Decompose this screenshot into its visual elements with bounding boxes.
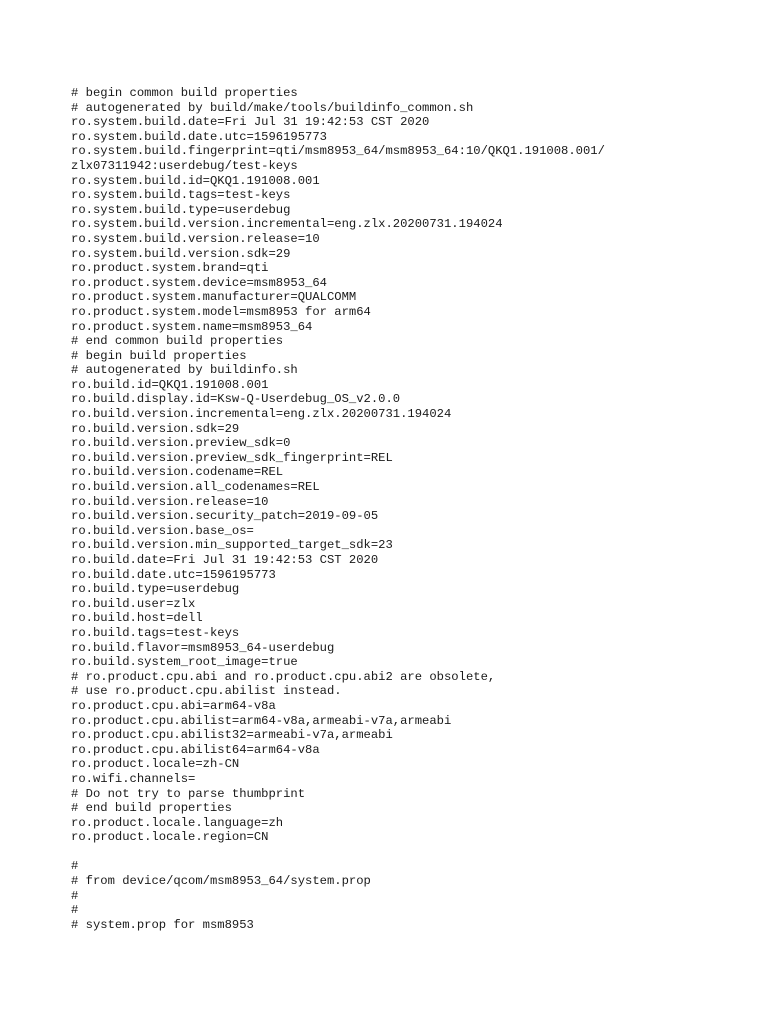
text-line: ro.system.build.date.utc=1596195773: [71, 129, 327, 144]
text-line: ro.build.version.preview_sdk_fingerprint=REL: [71, 450, 393, 465]
text-line: ro.system.build.date=Fri Jul 31 19:42:53 CST 2020: [71, 115, 430, 130]
text-line: ro.system.build.tags=test-keys: [71, 188, 291, 203]
text-line: # ro.product.cpu.abi and ro.product.cpu.abi2 are obsolete,: [71, 669, 496, 684]
text-line: ro.build.version.codename=REL: [71, 465, 284, 480]
text-line: ro.product.locale=zh-CN: [71, 757, 240, 772]
text-line: ro.build.tags=test-keys: [71, 625, 240, 640]
text-line: ro.product.system.brand=qti: [71, 261, 269, 276]
text-line: # end build properties: [71, 801, 232, 816]
text-line: # begin common build properties: [71, 86, 298, 100]
text-line: ro.build.user=zlx: [71, 596, 196, 611]
text-line: ro.wifi.channels=: [71, 771, 196, 786]
text-line: ro.build.date=Fri Jul 31 19:42:53 CST 2020: [71, 553, 379, 567]
text-line: ro.product.system.manufacturer=QUALCOMM: [71, 290, 357, 305]
text-line: ro.build.flavor=msm8953_64-userdebug: [71, 640, 335, 655]
text-line: ro.system.build.type=userdebug: [71, 202, 291, 217]
text-line: # begin build properties: [71, 348, 247, 363]
text-line: ro.build.version.min_supported_target_sdk=23: [71, 538, 393, 553]
text-line: ro.build.version.all_codenames=REL: [71, 480, 320, 495]
text-line: ro.build.id=QKQ1.191008.001: [71, 377, 269, 392]
text-line: # autogenerated by build/make/tools/buildinfo_common.sh: [71, 100, 474, 115]
text-line: ro.product.system.model=msm8953 for arm64: [71, 304, 371, 319]
text-line: # use ro.product.cpu.abilist instead.: [71, 684, 342, 699]
text-line: ro.product.cpu.abi=arm64-v8a: [71, 698, 276, 713]
text-line: ro.product.cpu.abilist=arm64-v8a,armeabi-v7a,armeabi: [71, 713, 452, 728]
text-line: ro.build.display.id=Ksw-Q-Userdebug_OS_v2.0.0: [71, 392, 401, 407]
text-line: # Do not try to parse thumbprint: [71, 786, 306, 801]
text-line: # system.prop for msm8953: [71, 917, 254, 932]
build-properties-text: [71, 86, 751, 932]
text-line: ro.system.build.version.release=10: [71, 231, 320, 246]
text-line: ro.system.build.fingerprint=qti/msm8953_64/msm8953_64:10/QKQ1.191008.001/: [71, 144, 605, 159]
text-line: ro.build.type=userdebug: [71, 582, 240, 597]
text-line: ro.system.build.version.incremental=eng.zlx.20200731.194024: [71, 217, 503, 232]
text-line: # end common build properties: [71, 334, 284, 349]
text-line: ro.product.system.device=msm8953_64: [71, 275, 327, 290]
text-line: ro.product.locale.region=CN: [71, 830, 269, 845]
text-line: ro.build.host=dell: [71, 611, 203, 626]
text-line: #: [71, 903, 79, 918]
text-line: ro.build.version.incremental=eng.zlx.20200731.194024: [71, 407, 452, 422]
text-line: ro.product.cpu.abilist32=armeabi-v7a,armeabi: [71, 728, 393, 743]
text-line: ro.build.version.preview_sdk=0: [71, 436, 291, 451]
text-line: ro.system.build.id=QKQ1.191008.001: [71, 173, 320, 188]
text-line: ro.system.build.version.sdk=29: [71, 246, 291, 261]
text-line: ro.build.version.security_patch=2019-09-05: [71, 509, 379, 524]
text-line: ro.build.system_root_image=true: [71, 655, 298, 670]
text-line: ro.product.cpu.abilist64=arm64-v8a: [71, 742, 320, 757]
text-line: ro.product.system.name=msm8953_64: [71, 319, 313, 334]
text-line: #: [71, 859, 79, 874]
text-line: [71, 845, 751, 860]
text-line: ro.build.version.release=10: [71, 494, 269, 509]
text-line: ro.build.version.base_os=: [71, 523, 254, 538]
text-line: ro.build.date.utc=1596195773: [71, 567, 276, 582]
text-line: #: [71, 888, 79, 903]
text-line: # from device/qcom/msm8953_64/system.prop: [71, 874, 371, 889]
text-line: # autogenerated by buildinfo.sh: [71, 363, 298, 378]
text-line: ro.build.version.sdk=29: [71, 421, 240, 436]
text-line: zlx07311942:userdebug/test-keys: [71, 158, 298, 173]
text-line: ro.product.locale.language=zh: [71, 815, 284, 830]
